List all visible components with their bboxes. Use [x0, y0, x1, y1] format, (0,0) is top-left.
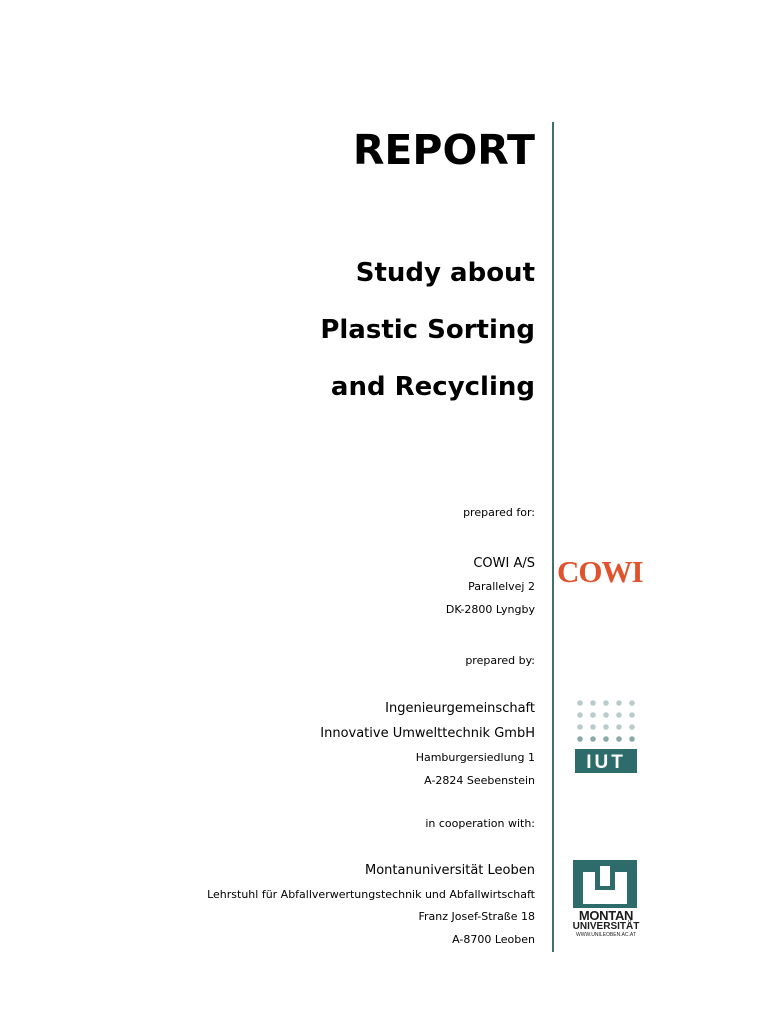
- montan-logo-mark: [573, 860, 637, 908]
- iut-dot-grid: [577, 700, 635, 730]
- contractor-address-line-2: A-2824 Seebenstein: [424, 774, 535, 787]
- montan-logo-line-1: MONTAN: [578, 908, 634, 923]
- university-address-line-2: A-8700 Leoben: [452, 933, 535, 946]
- contractor-name-line-1: Ingenieurgemeinschaft: [385, 701, 535, 716]
- client-address-line-1: Parallelvej 2: [468, 580, 535, 593]
- prepared-for-label: prepared for:: [463, 506, 535, 519]
- cooperation-label: in cooperation with:: [425, 817, 535, 830]
- vertical-divider: [552, 122, 554, 952]
- montan-logo-line-3: WWW.UNILEOBEN.AC.AT: [576, 932, 636, 938]
- cowi-logo: COWI: [557, 554, 643, 589]
- iut-logo: [575, 699, 637, 775]
- department-name: Lehrstuhl für Abfallverwertungstechnik und Abfallwirtschaft: [207, 888, 535, 901]
- subtitle-line-3: and Recycling: [330, 372, 535, 402]
- contractor-address-line-1: Hamburgersiedlung 1: [415, 751, 535, 764]
- client-address-line-2: DK-2800 Lyngby: [445, 603, 535, 616]
- montan-logo: [571, 860, 641, 946]
- university-address-line-1: Franz Josef-Straße 18: [418, 910, 535, 923]
- montan-logo-line-2: UNIVERSITÄT: [572, 921, 640, 932]
- contractor-name-line-2: Innovative Umwelttechnik GmbH: [320, 726, 535, 741]
- subtitle-line-2: Plastic Sorting: [320, 315, 535, 345]
- subtitle-line-1: Study about: [355, 258, 535, 288]
- university-name: Montanuniversität Leoben: [365, 863, 535, 878]
- prepared-by-label: prepared by:: [465, 654, 535, 667]
- report-title: REPORT: [352, 126, 535, 174]
- iut-logo-text: IUT: [586, 752, 626, 773]
- client-name: COWI A/S: [473, 556, 535, 571]
